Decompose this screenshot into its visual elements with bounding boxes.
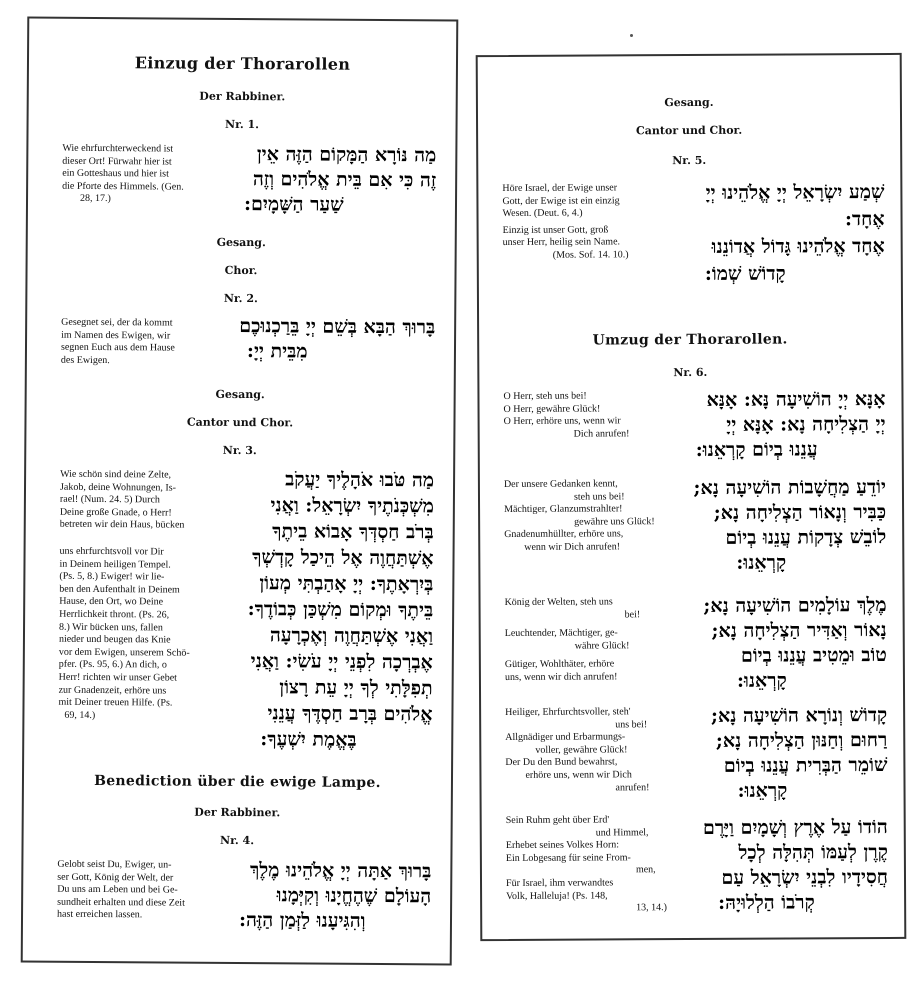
right-page (476, 53, 907, 941)
hebrew-text: בָּרוּךְ אַתָּה יְיָ אֱלֹהֵינוּ מֶלֶךְ הָעוֹלָם שֶׁהֶחֱיָנוּ וְקִיְּמָנוּ וְהִגִּיעָנוּ לַזְּמַן הַזֶּה: (238, 859, 432, 932)
number-label: Nr. 2. (223, 291, 258, 306)
number-label: Nr. 4. (220, 833, 255, 848)
german-text: Gelobt seist Du, Ewiger, un- ser Gott, König der Welt, der Du uns am Leben und bei Ge- sundheit erhalten und diese Zeit hast erreichen lassen. (56, 858, 185, 921)
german-text: Gesegnet sei, der da kommt im Namen des Ewigen, wir segnen Euch aus dem Hause des Ewigen. (60, 316, 175, 366)
hebrew-text: יוֹדֵעַ מַחֲשָׁבוֹת הוֹשִׁיעָה נָא; כַּבִּיר וְנָאוֹר הַצְלִיחָה נָא; לוֹבֵשׁ צְדָקוֹת עֲנֵנוּ בְיוֹם קָרְאֵנוּ: (693, 475, 887, 574)
speaker-label: Der Rabbiner. (194, 805, 281, 820)
hebrew-text: בָּרוּךְ הַבָּא בְּשֵׁם יְיָ בֵּרַכְנוּכֶם מִבֵּית יְיָ: (239, 314, 436, 363)
speaker-label: Cantor und Chor. (635, 123, 743, 138)
speaker-label: Cantor und Chor. (186, 415, 294, 430)
gesang-label: Gesang. (216, 235, 266, 250)
left-page (21, 17, 459, 966)
german-text: Wie ehrfurchterweckend ist dieser Ort! Fürwahr hier ist ein Gotteshaus und hier ist die Pforte des Himmels. (Gen. 28, 17.) (62, 142, 184, 205)
section-title: Benediction über die ewige Lampe. (94, 772, 381, 791)
hebrew-text: אָנָּא יְיָ הוֹשִׁיעָה נָּא: אָנָּא יְיָ הַצְלִיחָה נָא: אָנָּא יְיָ עֲנֵנוּ בְיוֹם קָרְאֵנוּ: (695, 387, 886, 461)
number-label: Nr. 1. (225, 117, 260, 132)
number-label: Nr. 5. (672, 153, 707, 168)
hebrew-text: קָדוֹשׁ וְנוֹרָא הוֹשִׁיעָה נָא; רַחוּם וְחַנּוּן הַצְלִיחָה נָא; שׁוֹמֵר הַבְּרִית עֲנֵנוּ בְיוֹם קָרְאֵנוּ: (710, 703, 888, 802)
german-text: Sein Ruhm geht über Erd' und Himmel, Erhebet seines Volkes Horn: Ein Lobgesang für seine From- men, Für Israel, ihm verwandtes Volk, Halleluja! (Ps. 148, 13, 14.) (505, 814, 668, 914)
section-title: Umzug der Thorarollen. (592, 331, 788, 349)
hebrew-text: שְׁמַע יִשְׂרָאֵל יְיָ אֱלֹהֵינוּ יְיָ אֶחָד: אֶחָד אֱלֹהֵינוּ גָּדוֹל אֲדוֹנֵנוּ קָדוֹשׁ שְׁמוֹ: (704, 180, 885, 285)
speaker-label: Chor. (224, 263, 258, 278)
german-text: Heiliger, Ehrfurchtsvoller, steh' uns bei! Allgnädiger und Erbarmungs- voller, gewähre Glück! Der Du den Bund bewahrst, erhöre uns, wenn wir Dich anrufen! (505, 706, 650, 793)
hebrew-text: מַה טֹּבוּ אֹהָלֶיךָ יַעֲקֹב מִשְׁכְּנֹתֶיךָ יִשְׂרָאֵל: וַאֲנִי בְּרֹב חַסְדְּךָ אָבוֹא בֵיתֶךָ אֶשְׁתַּחֲוֶה אֶל הֵיכַל קָדְשְׁךָ בְּיִרְאָתֶךָ: יְיָ אָהַבְתִּי מְעוֹן בֵּיתֶךָ וּמְקוֹם מִשְׁכַּן כְּבוֹדֶךָ: וַאֲנִי אֶשְׁתַּחֲוֶה וְאֶכְרָעָה אֶבְרְכָה לִפְנֵי יְיָ עֹשִׂי: וַאֲנִי תְפִלָּתִי לְךָ יְיָ עֵת רָצוֹן אֱלֹהִים בְּרָב חַסְדֶּךָ עֲנֵנִי בֶּאֱמֶת יִשְׁעֶךָ: (247, 468, 435, 751)
page-title: Einzug der Thorarollen (134, 53, 351, 74)
gesang-label: Gesang. (664, 95, 714, 110)
german-text: König der Welten, steh uns bei! Leuchtender, Mächtiger, ge- währe Glück! Gütiger, Wohlthäter, erhöre uns, wenn wir dich anrufen! (504, 596, 641, 683)
number-label: Nr. 6. (673, 365, 708, 380)
hebrew-text: מַה נּוֹרָא הַמָּקוֹם הַזֶּה אֵין זֶה כִּי אִם בֵּית אֱלֹהִים וְזֶה שַׁעַר הַשָּׁמָיִם: (243, 143, 437, 216)
german-text: Höre Israel, der Ewige unser Gott, der Ewige ist ein einzig Wesen. (Deut. 6, 4.) Einzig ist unser Gott, groß unser Herr, heilig sein Name. (Mos. Sof. 14. 10.) (502, 182, 629, 261)
gesang-label: Gesang. (215, 387, 265, 402)
hebrew-text: הוֹדוֹ עַל אֶרֶץ וְשָׁמָיִם וַיָּרֶם קֶרֶן לְעַמּוֹ תְּהִלָּה לְכָל חֲסִידָיו לִבְנֵי יִשְׂרָאֵל עַם קְרֹבוֹ הַלְלוּיָהּ: (702, 815, 889, 914)
hebrew-text: מֶלֶךְ עוֹלָמִים הוֹשִׁיעָה נָא; נָאוֹר וְאַדִּיר הַצְלִיחָה נָא; טוֹב וּמֵטִיב עֲנֵנוּ בְיוֹם קָרְאֵנוּ: (703, 593, 887, 692)
speaker-label: Der Rabbiner. (199, 89, 286, 104)
german-text: O Herr, steh uns bei! O Herr, gewähre Glück! O Herr, erhöre uns, wenn wir Dich anrufen! (503, 390, 630, 440)
german-text: Der unsere Gedanken kennt, steh uns bei! Mächtiger, Glanzumstrahlter! gewähre uns Glück! Gnadenumhüllter, erhöre uns, wenn wir Dich anrufen! (503, 478, 655, 553)
number-label: Nr. 3. (222, 443, 257, 458)
speck-mark (630, 34, 633, 37)
german-text: Wie schön sind deine Zelte, Jakob, deine Wohnungen, Is- rael! (Num. 24. 5) Durch Deine große Gnade, o Herr! betreten wir dein Haus, bücken uns ehrfurchtsvoll vor Dir in Deinem heiligen Tempel. (Ps. 5, 8.) Ewiger! wir lie- ben den Aufenthalt in Deinem Hause, den Ort, wo Deine Herrlichkeit thront. (Ps. 26, 8.) Wir bücken uns, fallen nieder und beugen das Knie vor dem Ewigen, unserem Schö- pfer. (Ps. 95, 6.) An dich, o Herr! richten wir unser Gebet zur Gnadenzeit, erhöre uns mit Deiner treuen Hilfe. (Ps. 69, 14.) (58, 468, 190, 721)
